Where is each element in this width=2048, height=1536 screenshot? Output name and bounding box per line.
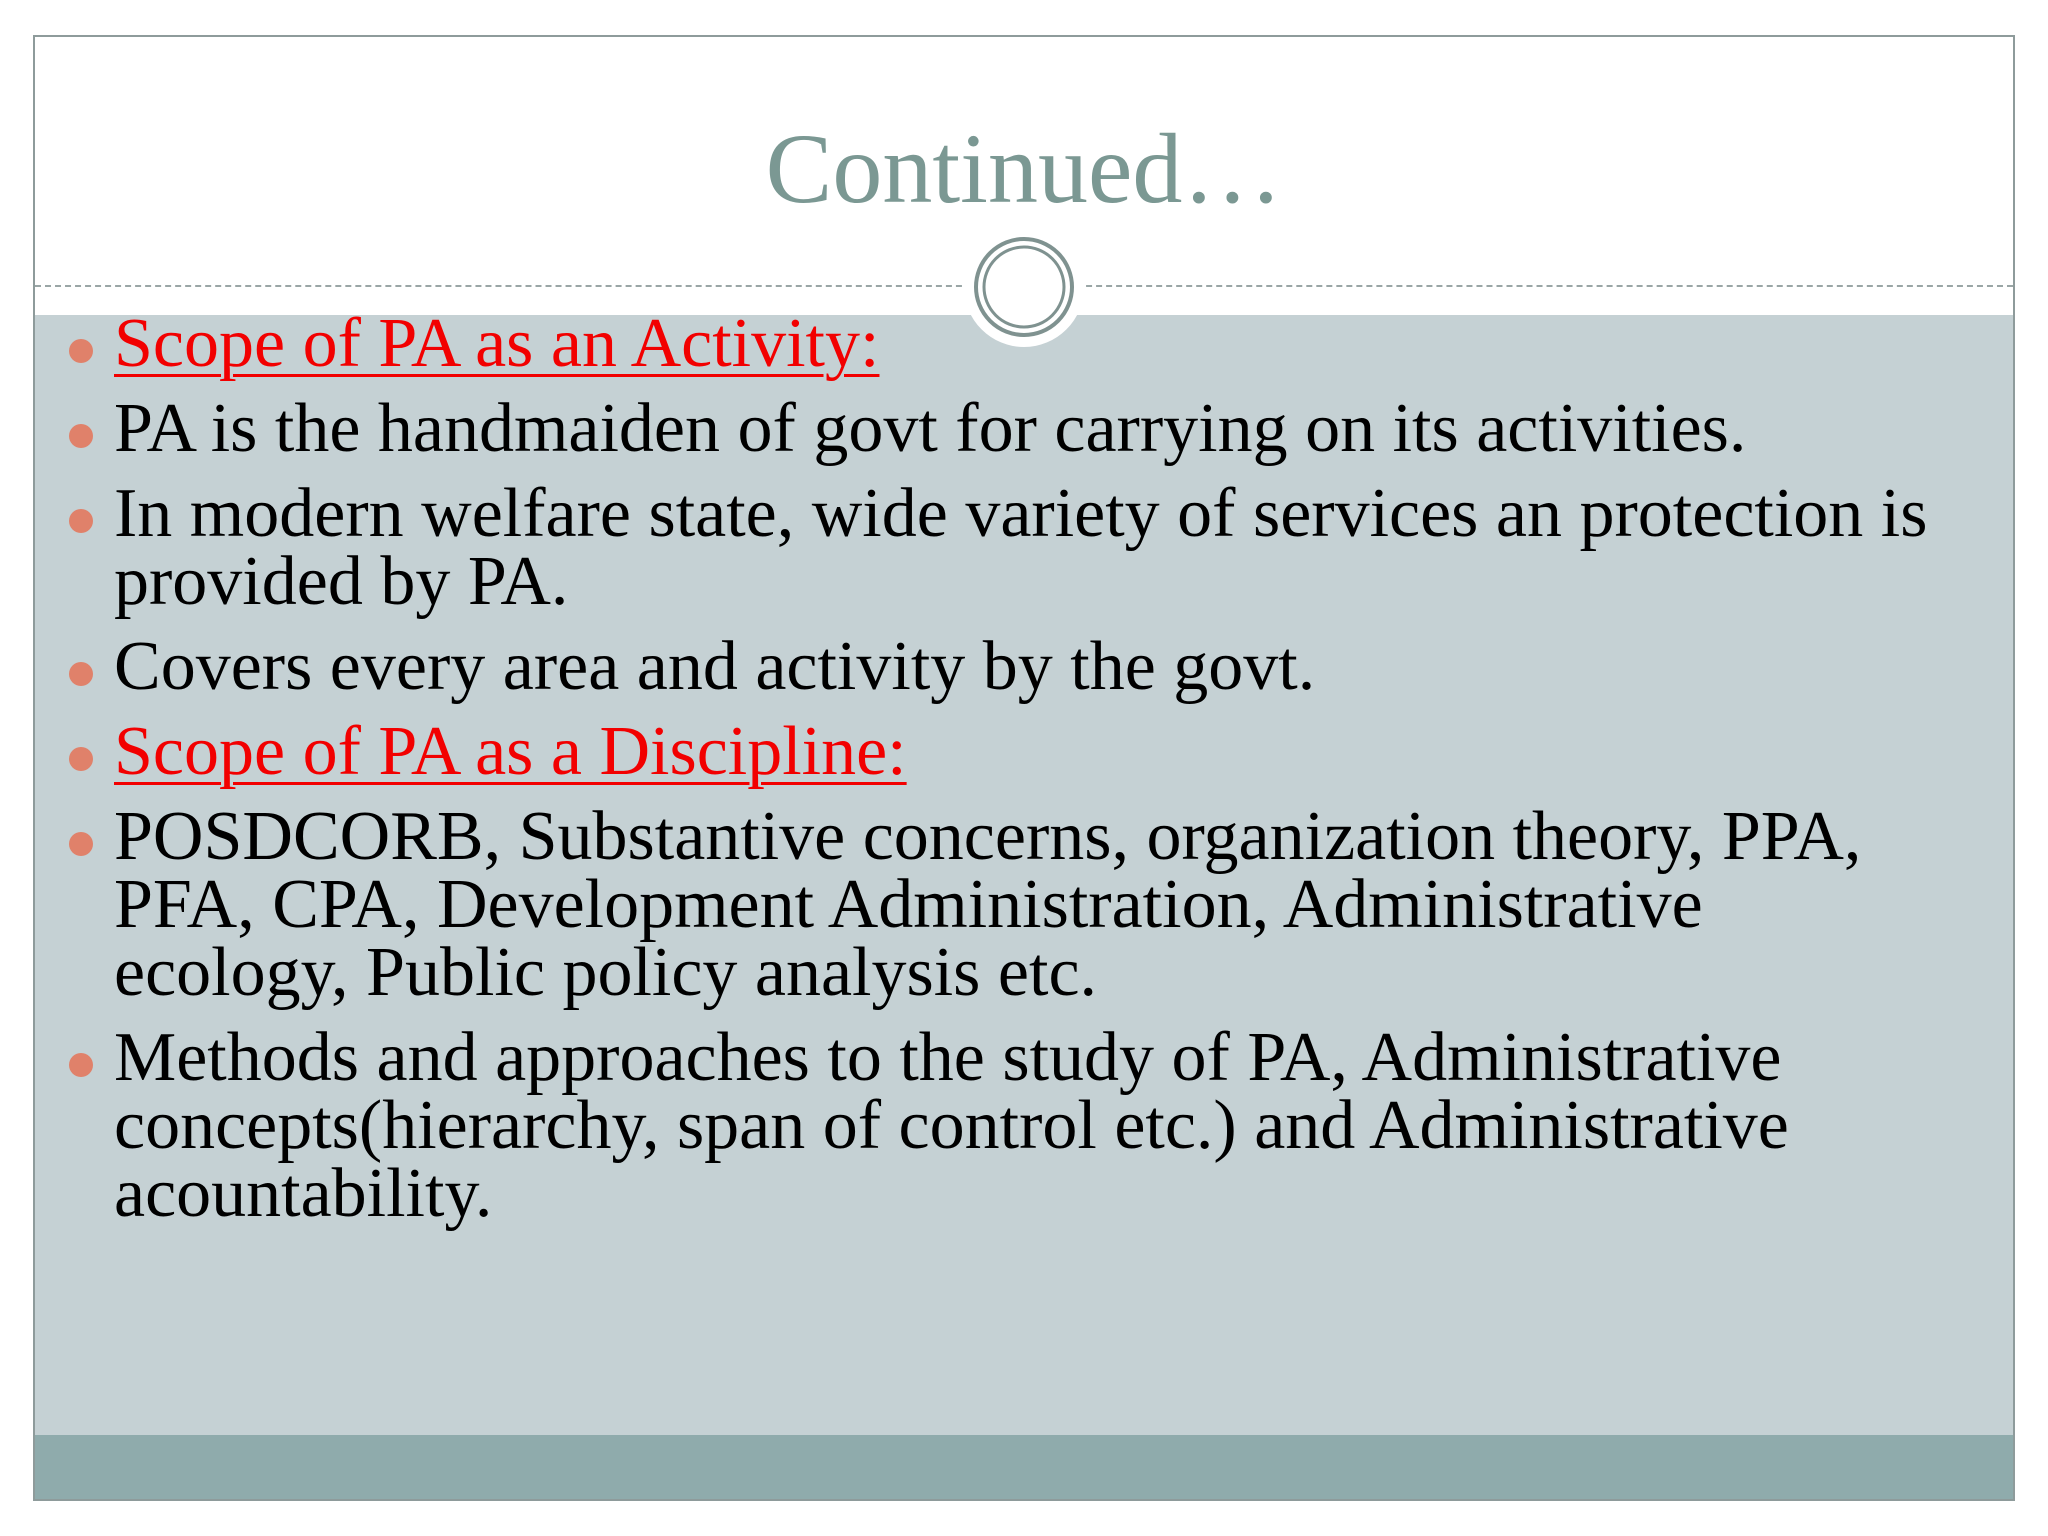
bullet-icon [69,747,93,771]
bullet-item [114,1019,1954,1232]
bullet-text: Covers every area and activity by the govt. [114,628,1316,705]
bullet-icon [69,662,93,686]
bullet-list [114,305,1954,1245]
bullet-item-scope-discipline-heading [114,713,1954,790]
bullet-item [114,628,1954,705]
bullet-text: POSDCORB, Substantive concerns, organization theory, PPA, PFA, CPA, Development Administration, Administrative ecology, Public policy analysis etc. [114,798,1862,1011]
footer-band [35,1435,2013,1501]
bullet-icon [69,832,93,856]
bullet-item-scope-activity-heading [114,305,1954,382]
bullet-icon [69,339,93,363]
bullet-item [114,798,1954,1011]
bullet-text: In modern welfare state, wide variety of services an protection is provided by PA. [114,475,1928,620]
bullet-item [114,475,1954,620]
bullet-icon [69,1053,93,1077]
bullet-icon [69,424,93,448]
bullet-icon [69,509,93,533]
bullet-text: Scope of PA as an Activity: [114,305,880,382]
bullet-text: PA is the handmaiden of govt for carrying on its activities. [114,390,1747,467]
bullet-text: Scope of PA as a Discipline: [114,713,907,790]
slide-title: Continued… [765,113,1283,224]
bullet-item [114,390,1954,467]
bullet-text: Methods and approaches to the study of PA, Administrative concepts(hierarchy, span of control etc.) and Administrative acountability. [114,1019,1789,1232]
